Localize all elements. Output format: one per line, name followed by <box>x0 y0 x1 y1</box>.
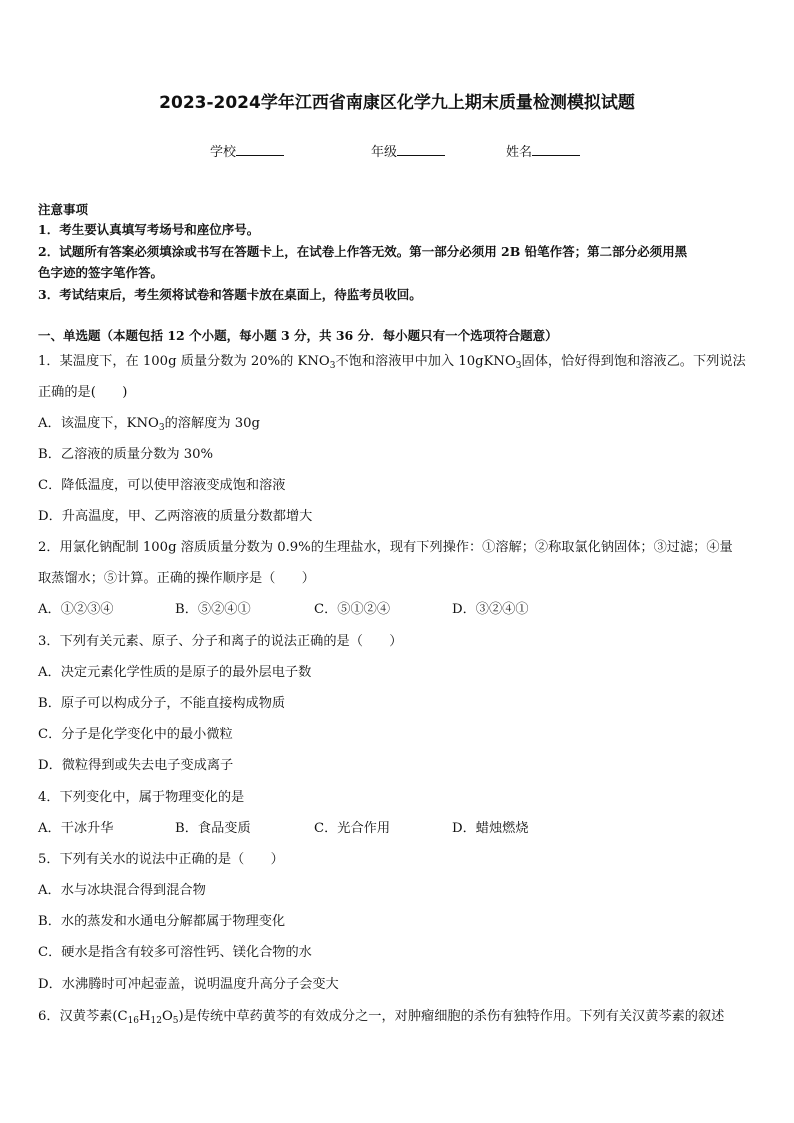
grade-blank <box>397 143 445 156</box>
question-2-option-b: B．⑤②④① <box>175 602 251 617</box>
school-field <box>210 141 284 160</box>
question-6-stem: 6．汉黄芩素$(C_{16}H_{12}O_5)$是传统中草药黄芩的有效成分之一，对肿瘤细胞的杀伤有独特作用。下列有关汉黄芩素的叙述 <box>38 1009 725 1026</box>
school-blank <box>236 143 284 156</box>
question-4-stem: 4．下列变化中，属于物理变化的是 <box>38 790 245 805</box>
section-heading: 一、单选题（本题包括 12 个小题，每小题 3 分，共 36 分．每小题只有一个选项符合题意） <box>38 328 558 343</box>
question-4-option-c: C．光合作用 <box>314 821 391 836</box>
question-5-option-b: B．水的蒸发和水通电分解都属于物理变化 <box>38 914 286 929</box>
question-3-option-b: B．原子可以构成分子，不能直接构成物质 <box>38 696 286 711</box>
question-1-stem-cont: 正确的是( ) <box>38 385 128 400</box>
question-5-option-a: A．水与冰块混合得到混合物 <box>38 883 206 898</box>
question-1-stem: 1．某温度下，在 100g 质量分数为 20%的 $KNO_3$不饱和溶液甲中加入 10gKNO$_3$固体，恰好得到饱和溶液乙。下列说法 <box>38 354 746 371</box>
question-3-option-c: C．分子是化学变化中的最小微粒 <box>38 727 233 742</box>
notes-item: 1．考生要认真填写考场号和座位序号。 <box>38 222 260 237</box>
question-1-option-c: C．降低温度，可以使甲溶液变成饱和溶液 <box>38 478 286 493</box>
name-blank <box>532 143 580 156</box>
question-3-option-a: A．决定元素化学性质的是原子的最外层电子数 <box>38 665 312 680</box>
question-1-option-d: D．升高温度，甲、乙两溶液的质量分数都增大 <box>38 509 313 524</box>
question-5-stem: 5．下列有关水的说法中正确的是（ ） <box>38 852 284 867</box>
grade-field <box>371 141 445 160</box>
question-2-option-d: D．③②④① <box>452 602 529 617</box>
question-3-option-d: D．微粒得到或失去电子变成离子 <box>38 758 234 773</box>
question-1-option-a: A．该温度下，$KNO_3$的溶解度为 30g <box>38 416 260 433</box>
name-label: 姓名 <box>506 145 533 160</box>
grade-label: 年级 <box>371 145 398 160</box>
question-4-option-b: B．食品变质 <box>175 821 251 836</box>
notes-item: 3．考试结束后，考生须将试卷和答题卡放在桌面上，待监考员收回。 <box>38 287 422 302</box>
question-2-option-a: A．①②③④ <box>38 602 114 617</box>
question-3-stem: 3．下列有关元素、原子、分子和离子的说法正确的是（ ） <box>38 634 403 649</box>
question-2-option-c: C．⑤①②④ <box>314 602 391 617</box>
question-2-stem-cont: 取蒸馏水；⑤计算。正确的操作顺序是（ ） <box>38 571 315 586</box>
page-title: 2023-2024学年江西省南康区化学九上期末质量检测模拟试题 <box>159 93 635 113</box>
notes-heading: 注意事项 <box>38 202 89 217</box>
question-5-option-c: C．硬水是指含有较多可溶性钙、镁化合物的水 <box>38 945 312 960</box>
question-2-stem: 2．用氯化钠配制 100g 溶质质量分数为 0.9%的生理盐水，现有下列操作：①溶解；②称取氯化钠固体；③过滤；④量 <box>38 540 733 555</box>
question-4-option-d: D．蜡烛燃烧 <box>452 821 529 836</box>
school-label: 学校 <box>210 145 237 160</box>
name-field <box>506 141 580 160</box>
notes-item: 色字迹的签字笔作答。 <box>38 265 164 280</box>
question-5-option-d: D．水沸腾时可冲起壶盖，说明温度升高分子会变大 <box>38 977 339 992</box>
notes-item: 2．试题所有答案必须填涂或书写在答题卡上，在试卷上作答无效。第一部分必须用 2B 铅笔作答；第二部分必须用黑 <box>38 244 688 259</box>
question-4-option-a: A．干冰升华 <box>38 821 114 836</box>
question-1-option-b: B．乙溶液的质量分数为 30% <box>38 447 214 462</box>
